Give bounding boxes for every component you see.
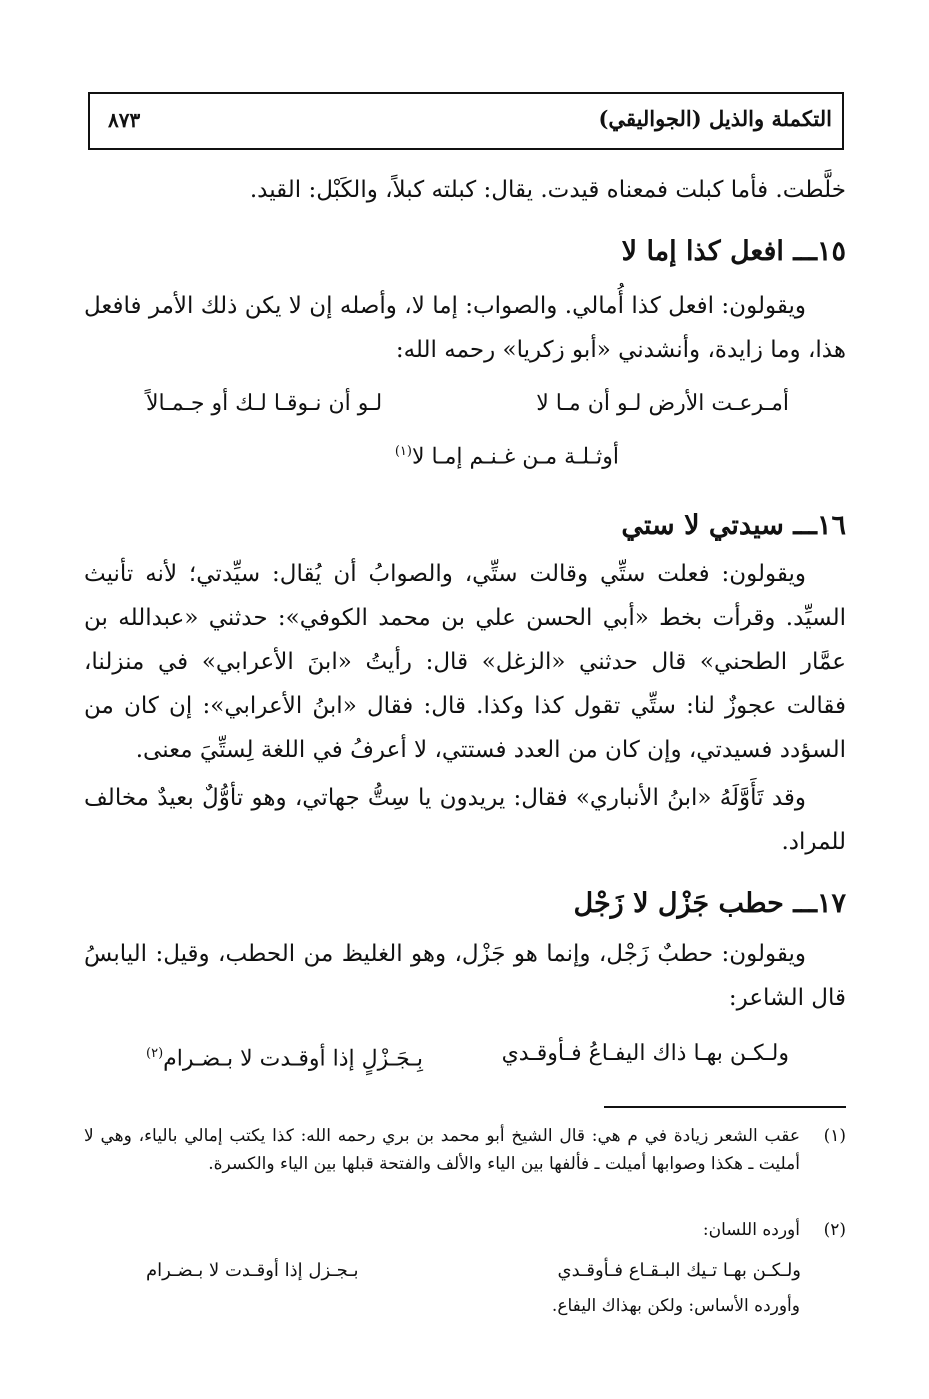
footnote-1-number: (١) <box>823 1126 846 1146</box>
running-title: التكملة والذيل (الجواليقي) <box>598 106 832 131</box>
section-17-heading: ١٧ـــ حطب جَزْل لا زَجْل <box>573 888 846 919</box>
verse-1-first-hemistich: أمـرعـت الأرض لـو أن مـا لا <box>536 391 789 416</box>
page-header <box>88 92 844 150</box>
section-16-paragraph-2: وقد تَأَوَّلَهُ «ابنُ الأنباري» فقال: يريدون يا سِتُّ جهاتي، وهو تأوُّلٌ بعيدٌ مخالف للمراد. <box>84 785 846 855</box>
footnote-2-line-3-wrap <box>84 1292 846 1320</box>
verse-2 <box>395 434 619 475</box>
section-17-paragraph: ويقولون: حطبٌ زَجْل، وإنما هو جَزْل، وهو الغليظ من الحطب، وقيل: اليابسُ قال الشاعر: <box>84 941 846 1011</box>
footnote-2 <box>84 1216 846 1244</box>
section-16-heading: ١٦ـــ سيدتي لا ستي <box>621 510 846 541</box>
page-number: ٨٧٣ <box>108 108 141 132</box>
footnote-1-text: عقب الشعر زيادة في م هي: قال الشيخ أبو محمد بن بري رحمه الله: كذا يكتب إمالي بالياء، وهي لا أمليت ـ هكذا وصوابها أميلت ـ فألفها بين الياء والألف والفتحة قبلها بين الياء والكسرة. <box>84 1126 800 1174</box>
footnote-2-line-1: أورده اللسان: <box>702 1220 800 1240</box>
footnote-ref-1: (١) <box>394 444 412 459</box>
verse-1-second-hemistich: لـو أن نـوقـا لـك أو جـمـالاً <box>146 391 383 416</box>
footnote-2-line-3: وأورده الأساس: ولكن بهذاك اليفاع. <box>551 1296 800 1316</box>
footnote-ref-2: (٢) <box>146 1046 164 1061</box>
section-16-paragraph-1: ويقولون: فعلت ستِّي وقالت ستِّي، والصوابُ أن يُقال: سيِّدتي؛ لأنه تأنيث السيِّد. وقرأت بخط «أبي الحسن علي بن محمد الكوفي»: حدثني «عبدالله بن عمَّار الطحني» قال حدثني «الزغل» قال: رأيتُ «ابنَ الأعرابي» في منزلنا، فقالت عجوزٌ لنا: ستِّي تقول كذا وكذا. قال: فقال «ابنُ الأعرابي»: إن كان من السؤدد فسيدتي، وإن كان من العدد فستتي، لا أعرفُ في اللغة لِستِّيَ معنى. <box>84 561 846 763</box>
verse-3-first-hemistich: ولـكـن بهـا ذاك اليفـاعُ فـأوقـدي <box>501 1041 789 1066</box>
footnote-separator <box>604 1106 846 1108</box>
intro-line: خلَّطت. فأما كبلت فمعناه قيدت. يقال: كبلته كبلاً، والكَبْل: القيد. <box>249 177 846 203</box>
footnote-2-verse-first: ولـكـن بهـا تـيك البـقـاع فـأوقـدي <box>557 1260 801 1281</box>
verse-2-text: أوثـلـة مـن غـنـم إمـا لا <box>411 444 619 470</box>
footnote-2-number: (٢) <box>823 1220 846 1240</box>
verse-3-second-hemistich <box>146 1036 423 1077</box>
footnote-2-verse-second: بـجـزل إذا أوقـدت لا بـضـرام <box>146 1260 359 1281</box>
section-15-paragraph: ويقولون: افعل كذا أُمالي. والصواب: إما لا، وأصله إن لا يكن ذلك الأمر فافعل هذا، وما زايدة، وأنشدني «أبو زكريا» رحمه الله: <box>84 293 846 363</box>
verse-3-second-text: بِـجَـزْلٍ إذا أوقـدت لا بـضـرام <box>163 1046 423 1072</box>
footnote-1 <box>84 1122 846 1178</box>
section-15-heading: ١٥ـــ افعل كذا إما لا <box>621 236 846 267</box>
